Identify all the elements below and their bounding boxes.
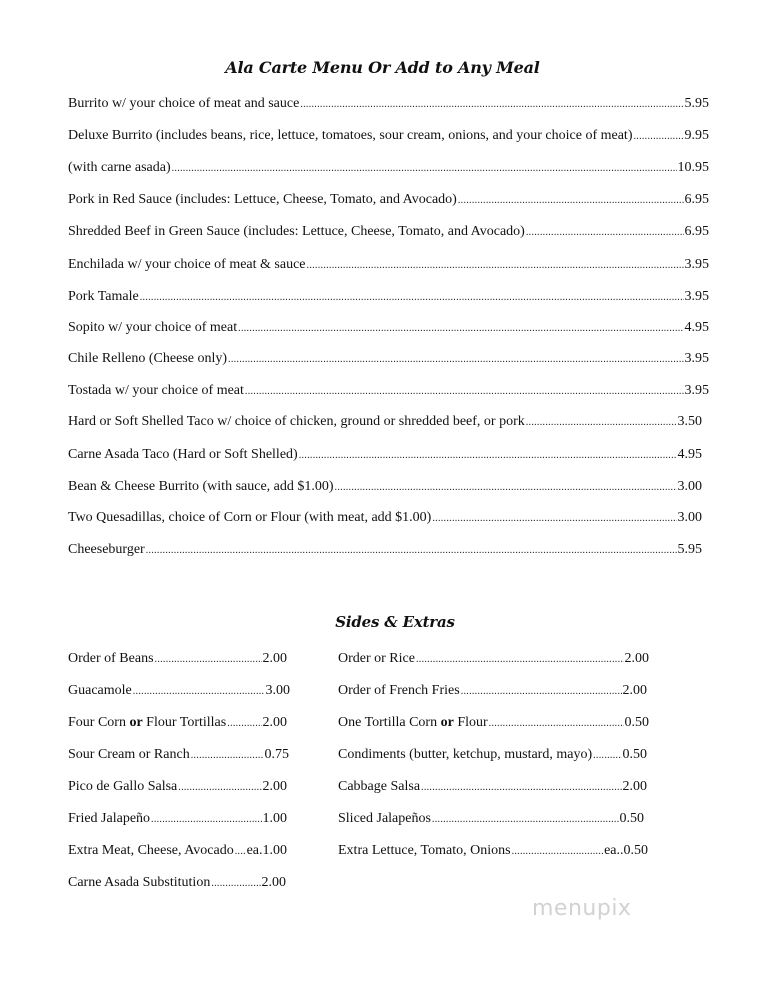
menu-item-name: Two Quesadillas, choice of Corn or Flour (with meat, add $1.00) (68, 510, 432, 525)
menu-item (68, 479, 702, 495)
menu-item-price: 6.95 (684, 192, 709, 207)
side-item (338, 651, 649, 667)
dot-leader (299, 450, 677, 461)
dot-leader (512, 846, 604, 857)
dot-leader (228, 354, 683, 365)
menu-item-name: Sopito w/ your choice of meat (68, 320, 238, 335)
menu-item-price: 3.50 (677, 414, 702, 429)
side-item-price: 2.00 (262, 779, 287, 794)
side-item-name: Condiments (butter, ketchup, mustard, mayo) (338, 747, 593, 762)
menu-item-name: Pork in Red Sauce (includes: Lettuce, Cheese, Tomato, and Avocado) (68, 192, 457, 207)
side-item-name: Extra Lettuce, Tomato, Onions (338, 843, 511, 858)
side-item (68, 811, 287, 827)
menu-item-price: 3.95 (684, 289, 709, 304)
menu-item-name: Carne Asada Taco (Hard or Soft Shelled) (68, 447, 298, 462)
watermark-logo: menupix (532, 896, 632, 921)
dot-leader (178, 782, 261, 793)
side-item (68, 651, 287, 667)
dot-leader (307, 260, 684, 271)
menu-item-price: 4.95 (684, 320, 709, 335)
side-item (338, 811, 644, 827)
side-item-price: 0.50 (619, 811, 644, 826)
side-item-name (68, 715, 226, 731)
dot-leader (155, 654, 262, 665)
dot-leader (593, 750, 621, 761)
side-item-price: 1.00 (262, 811, 287, 826)
side-item-name (338, 715, 488, 731)
side-item-name: Order or Rice (338, 651, 415, 666)
side-item-price: 2.00 (624, 651, 649, 666)
menu-item-name: Hard or Soft Shelled Taco w/ choice of chicken, ground or shredded beef, or pork (68, 414, 525, 429)
menu-item (68, 192, 709, 208)
side-item (338, 843, 648, 859)
side-item (338, 683, 647, 699)
menu-item (68, 224, 709, 240)
dot-leader (133, 686, 265, 697)
dot-leader (526, 417, 677, 428)
menu-item-name: Pork Tamale (68, 289, 139, 304)
side-item-price: ea..0.50 (604, 843, 648, 858)
side-item-name: Carne Asada Substitution (68, 875, 211, 890)
side-item-price: 0.75 (264, 747, 289, 762)
menu-item-price: 4.95 (677, 447, 702, 462)
side-item-price: 2.00 (622, 683, 647, 698)
side-item-name: Extra Meat, Cheese, Avocado (68, 843, 234, 858)
dot-leader (245, 386, 684, 397)
menu-item-price: 6.95 (684, 224, 709, 239)
dot-leader (421, 782, 621, 793)
or-emphasis: or (129, 715, 143, 730)
side-item (68, 683, 290, 699)
side-item-name: Sour Cream or Ranch (68, 747, 190, 762)
dot-leader (151, 814, 261, 825)
menu-item-price: 5.95 (684, 96, 709, 111)
menu-item (68, 160, 709, 176)
side-item-name: Sliced Jalapeños (338, 811, 431, 826)
menu-item (68, 383, 709, 399)
dot-leader (172, 163, 677, 174)
side-item (338, 715, 649, 731)
menu-item (68, 257, 709, 273)
dot-leader (238, 323, 683, 334)
dot-leader (140, 292, 684, 303)
menu-item (68, 128, 709, 144)
menu-item-name: Tostada w/ your choice of meat (68, 383, 244, 398)
menu-title: Ala Carte Menu Or Add to Any Meal (225, 58, 540, 77)
side-item-name: Order of Beans (68, 651, 154, 666)
menu-item-name: Chile Relleno (Cheese only) (68, 351, 228, 366)
dot-leader (235, 846, 246, 857)
dot-leader (300, 99, 683, 110)
dot-leader (432, 814, 619, 825)
side-item-name-part: One Tortilla Corn (338, 715, 441, 730)
menu-item-price: 5.95 (677, 542, 702, 557)
menu-item (68, 510, 702, 526)
side-item (338, 779, 647, 795)
dot-leader (416, 654, 624, 665)
menu-item-price: 10.95 (677, 160, 709, 175)
menu-item-name: Shredded Beef in Green Sauce (includes: Lettuce, Cheese, Tomato, and Avocado) (68, 224, 525, 239)
dot-leader (335, 482, 677, 493)
side-item-price: 2.00 (262, 715, 287, 730)
or-emphasis: or (440, 715, 454, 730)
menu-item-name: Deluxe Burrito (includes beans, rice, lettuce, tomatoes, sour cream, onions, and your choice of meat) (68, 128, 633, 143)
menu-item-price: 3.95 (684, 257, 709, 272)
side-item-name: Fried Jalapeño (68, 811, 151, 826)
menu-item-price: 3.00 (677, 510, 702, 525)
side-item-name-part: Four Corn (68, 715, 130, 730)
dot-leader (432, 513, 676, 524)
side-item-name: Guacamole (68, 683, 132, 698)
dot-leader (146, 545, 677, 556)
dot-leader (211, 878, 260, 889)
side-item-name: Pico de Gallo Salsa (68, 779, 178, 794)
dot-leader (489, 718, 624, 729)
menu-item (68, 320, 709, 336)
side-item-name-part: Flour (453, 715, 488, 730)
dot-leader (458, 195, 684, 206)
side-item (68, 715, 287, 731)
dot-leader (227, 718, 261, 729)
side-item-price: 2.00 (622, 779, 647, 794)
side-item (68, 875, 286, 891)
side-item-price: ea.1.00 (246, 843, 287, 858)
side-item-price: 2.00 (262, 651, 287, 666)
menu-item (68, 542, 702, 558)
side-item-name: Order of French Fries (338, 683, 460, 698)
menu-item-name: Bean & Cheese Burrito (with sauce, add $1.00) (68, 479, 334, 494)
side-item-price: 2.00 (261, 875, 286, 890)
menu-item-name: Cheeseburger (68, 542, 145, 557)
dot-leader (633, 131, 683, 142)
menu-item (68, 414, 702, 430)
menu-item-name: (with carne asada) (68, 160, 171, 175)
menu-item-price: 3.95 (684, 383, 709, 398)
menu-item-name: Enchilada w/ your choice of meat & sauce (68, 257, 306, 272)
sides-title: Sides & Extras (335, 613, 455, 631)
menu-item-price: 3.95 (684, 351, 709, 366)
side-item-price: 3.00 (265, 683, 290, 698)
side-item-name: Cabbage Salsa (338, 779, 421, 794)
side-item-price: 0.50 (624, 715, 649, 730)
menu-item (68, 447, 702, 463)
side-item (68, 843, 287, 859)
menu-item (68, 96, 709, 112)
dot-leader (461, 686, 622, 697)
menu-item (68, 351, 709, 367)
side-item-price: 0.50 (622, 747, 647, 762)
menu-item-price: 9.95 (684, 128, 709, 143)
side-item (68, 779, 287, 795)
dot-leader (191, 750, 264, 761)
dot-leader (526, 227, 684, 238)
side-item (68, 747, 289, 763)
menu-item (68, 289, 709, 305)
menu-item-name: Burrito w/ your choice of meat and sauce (68, 96, 300, 111)
menu-item-price: 3.00 (677, 479, 702, 494)
side-item-name-part: Flour Tortillas (142, 715, 227, 730)
side-item (338, 747, 647, 763)
